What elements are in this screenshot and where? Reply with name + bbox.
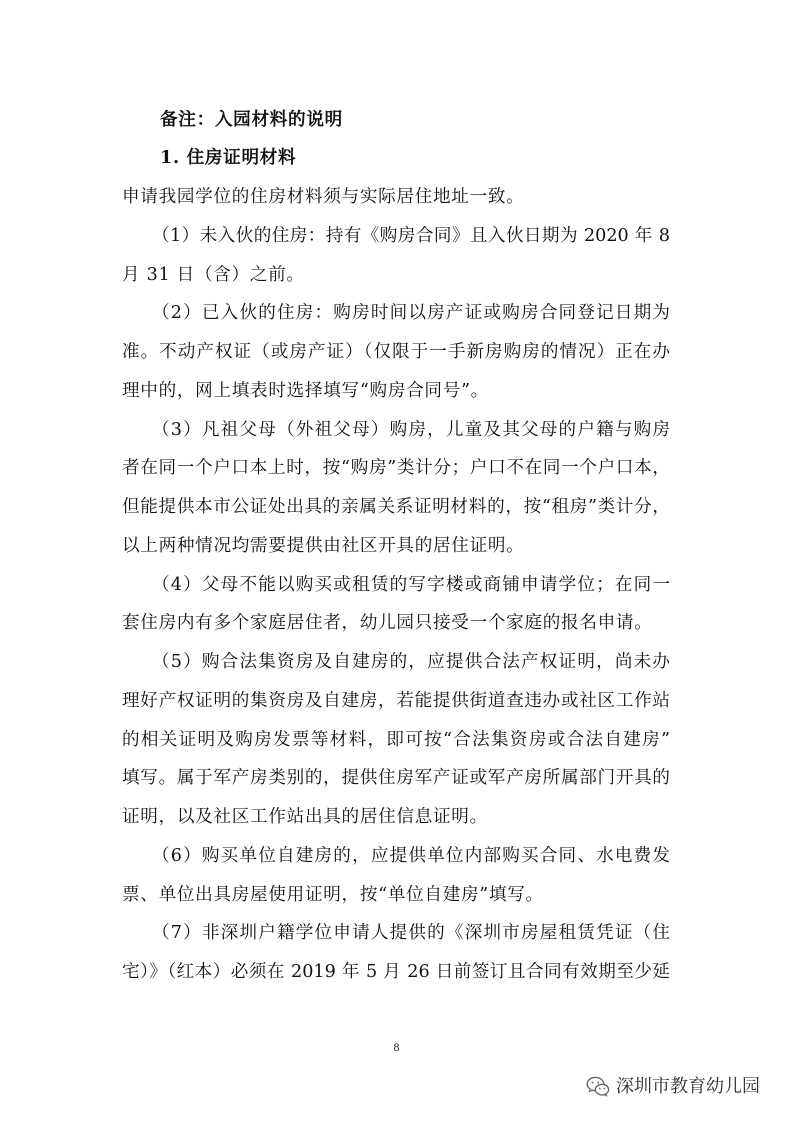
paragraph-line: （5）购合法集资房及自建房的，应提供合法产权证明，尚未办 (152, 652, 670, 673)
paragraph-item-4 (122, 566, 670, 644)
note-title: 备注：入园材料的说明 (160, 108, 343, 130)
paragraph-line: 填写。属于军产房类别的，提供住房军产证或军产房所属部门开具的 (122, 768, 670, 789)
paragraph-intro (122, 178, 670, 217)
paragraph-item-7 (122, 914, 670, 992)
section-title: 1. 住房证明材料 (160, 147, 297, 169)
paragraph-line: 者在同一个户口本上时，按“购房”类计分；户口不在同一个户口本， (122, 458, 670, 479)
paragraph-line: 的相关证明及购房发票等材料，即可按“合法集资房或合法自建房” (122, 729, 670, 750)
paragraph-line: （4）父母不能以购买或租赁的写字楼或商铺申请学位；在同一 (152, 574, 670, 595)
paragraph-item-5 (122, 643, 670, 837)
paragraph-line: 理好产权证明的集资房及自建房，若能提供街道查违办或社区工作站 (122, 690, 670, 711)
paragraph-line: （6）购买单位自建房的，应提供单位内部购买合同、水电费发 (152, 845, 670, 866)
page-number: 8 (393, 1040, 400, 1054)
paragraph-line: 准。不动产权证（或房产证）（仅限于一手新房购房的情况）正在办 (122, 342, 670, 363)
paragraph-item-3 (122, 411, 670, 566)
watermark (586, 1075, 760, 1099)
paragraph-line: 以上两种情况均需要提供由社区开具的居住证明。 (122, 535, 525, 556)
document-body (122, 101, 670, 992)
paragraph-line: 证明，以及社区工作站出具的居住信息证明。 (122, 807, 488, 828)
paragraph-item-1 (122, 217, 670, 295)
paragraph-line: 但能提供本市公证处出具的亲属关系证明材料的，按“租房”类计分， (122, 497, 670, 518)
paragraph-line: （7）非深圳户籍学位申请人提供的《深圳市房屋租赁凭证（住 (152, 923, 670, 944)
watermark-text: 深圳市教育幼儿园 (616, 1076, 760, 1097)
paragraph-line: （1）未入伙的住房：持有《购房合同》且入伙日期为 2020 年 8 (152, 225, 670, 246)
paragraph-line: 月 31 日（含）之前。 (122, 264, 305, 285)
paragraph-line: 理中的，网上填表时选择填写“购房合同号”。 (122, 380, 489, 401)
paragraph-item-6 (122, 837, 670, 915)
paragraph-line: 宅）》（红本）必须在 2019 年 5 月 26 日前签订且合同有效期至少延 (122, 962, 670, 983)
paragraph-line: （2）已入伙的住房：购房时间以房产证或购房合同登记日期为 (152, 303, 670, 324)
paragraph-item-2 (122, 294, 670, 410)
wechat-icon (586, 1076, 610, 1098)
paragraph-line: （3）凡祖父母（外祖父母）购房，儿童及其父母的户籍与购房 (152, 419, 670, 440)
paragraph-line: 票、单位出具房屋使用证明，按“单位自建房”填写。 (122, 884, 544, 905)
paragraph-line: 套住房内有多个家庭居住者，幼儿园只接受一个家庭的报名申请。 (122, 613, 653, 634)
paragraph-line: 申请我园学位的住房材料须与实际居住地址一致。 (122, 187, 525, 208)
